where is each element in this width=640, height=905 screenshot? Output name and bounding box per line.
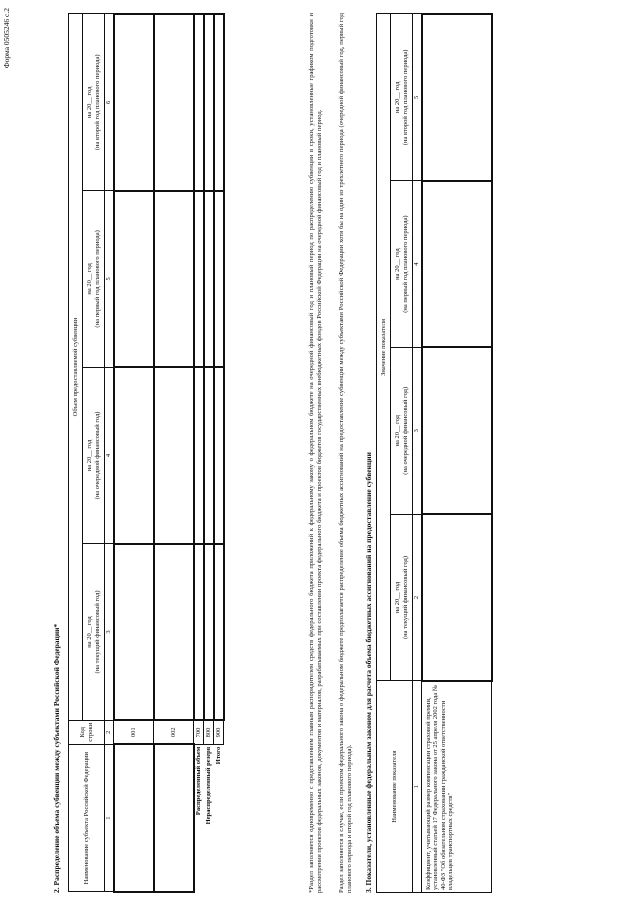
table-row	[114, 14, 154, 892]
footnote-1: *Раздел заполняется одновременно с представлением главным распорядителем средств федерального бюджета приложений к федеральному закону о федеральном бюджете на очередной финансовый год и плановый период по распределению субвенции в сроки, установленные графиком подготовки и рассмотрения проектов федеральных законов, документов и материалов, разрабатываемых при составлении проекта федерального бюджета и проектов бюджетов государственных внебюджетных фондов Российской Федерации на очередной финансовый год и плановый период.	[308, 13, 324, 893]
row-cell[interactable]	[194, 191, 204, 368]
row-code: 002	[154, 720, 194, 744]
table-row	[194, 14, 204, 892]
section3-table	[376, 13, 493, 893]
col-number: 2	[105, 720, 114, 744]
row-cell[interactable]	[422, 514, 492, 681]
row-cell[interactable]	[422, 347, 492, 514]
row-cell[interactable]	[214, 14, 224, 191]
header-s3-col5: на 20__ год (на второй год планового периода)	[391, 14, 413, 181]
header-col3: на 20__ год (на текущий финансовый год)	[83, 544, 105, 721]
row-cell[interactable]	[114, 367, 154, 544]
header-subject-name: Наименование субъекта Российской Федерации	[69, 744, 105, 892]
header-volume-group: Объем предоставляемой субвенции	[69, 14, 83, 720]
col-number: 5	[413, 14, 422, 181]
row-cell[interactable]	[194, 367, 204, 544]
table-row	[422, 14, 492, 893]
row-cell[interactable]	[214, 367, 224, 544]
col-number: 4	[413, 181, 422, 348]
col-number: 6	[105, 14, 114, 191]
col-number: 4	[105, 367, 114, 544]
row-cell[interactable]	[114, 191, 154, 368]
row-cell[interactable]	[154, 544, 194, 721]
header-value-group: Значение показателя	[377, 14, 391, 681]
form-code: Форма 0505246 с.2	[2, 8, 11, 69]
table-row	[214, 14, 224, 892]
header-indicator-name: Наименование показателя	[377, 681, 413, 893]
row-cell[interactable]	[204, 367, 214, 544]
row-cell[interactable]	[204, 544, 214, 721]
row-cell[interactable]	[114, 14, 154, 191]
section2-title: 2. Распределение объема субвенции между субъектами Российской Федерации*	[52, 623, 61, 893]
row-cell[interactable]	[422, 14, 492, 181]
table-row	[154, 14, 194, 892]
row-cell[interactable]	[154, 191, 194, 368]
header-line-code: Код строки	[69, 720, 105, 744]
row-label-reserve: Нераспределенный резерв	[204, 746, 212, 825]
row-label-total: Итого	[214, 746, 222, 765]
header-col4: на 20__ год (на очередной финансовый год)	[83, 367, 105, 544]
header-s3-col2: на 20__ год (на текущий финансовый год)	[391, 514, 413, 681]
row-subject-name[interactable]	[154, 744, 194, 892]
row-code: 001	[114, 720, 154, 744]
row-cell[interactable]	[204, 191, 214, 368]
header-col5: на 20__ год (на первый год планового периода)	[83, 191, 105, 368]
row-subject-name[interactable]	[114, 744, 154, 892]
section2-table	[68, 13, 225, 893]
col-number: 5	[105, 191, 114, 368]
row-code: 900	[214, 720, 224, 744]
table-row	[204, 14, 214, 892]
column-number-row	[105, 14, 114, 892]
row-cell[interactable]	[204, 14, 214, 191]
row-cell[interactable]	[154, 14, 194, 191]
col-number: 3	[105, 544, 114, 721]
row-cell[interactable]	[214, 191, 224, 368]
row-code: 700	[194, 720, 204, 744]
row-label-distributed: Распределенный объем	[195, 746, 203, 816]
row-cell[interactable]	[422, 181, 492, 348]
col-number: 2	[413, 514, 422, 681]
column-number-row	[413, 14, 422, 893]
col-number: 3	[413, 347, 422, 514]
indicator-text: Коэффициент, учитывающий размер компенсации страховой премии, установленный статьей 17 Федерального закона от 25 апреля 2002 года № 40-ФЗ "Об обязательном страховании гражданской ответственности владельцев транспортных средств"	[422, 681, 492, 893]
row-cell[interactable]	[214, 544, 224, 721]
section3-title: 3. Показатели, установленные федеральным законом для расчета объема бюджетных ассигнований на предоставление субвенции	[364, 452, 373, 893]
row-code: 800	[204, 720, 214, 744]
header-s3-col3: на 20__ год (на очередной финансовый год)	[391, 347, 413, 514]
row-cell[interactable]	[194, 544, 204, 721]
row-cell[interactable]	[114, 544, 154, 721]
col-number: 1	[413, 681, 422, 893]
col-number: 1	[105, 744, 114, 892]
header-col6: на 20__ год (на второй год планового периода)	[83, 14, 105, 191]
row-cell[interactable]	[194, 14, 204, 191]
row-cell[interactable]	[154, 367, 194, 544]
footnote-2: Раздел заполняется в случае, если проектом федерального закона о федеральном бюджете предполагается распределение объема бюджетных ассигнований на предоставление субвенции между субъектами Российской Федерации хотя бы на один из трехлетнего периода (очередной финансовый год, первый год планового периода и второй год планового периода).	[338, 13, 354, 893]
header-s3-col4: на 20__ год (на первый год планового периода)	[391, 181, 413, 348]
